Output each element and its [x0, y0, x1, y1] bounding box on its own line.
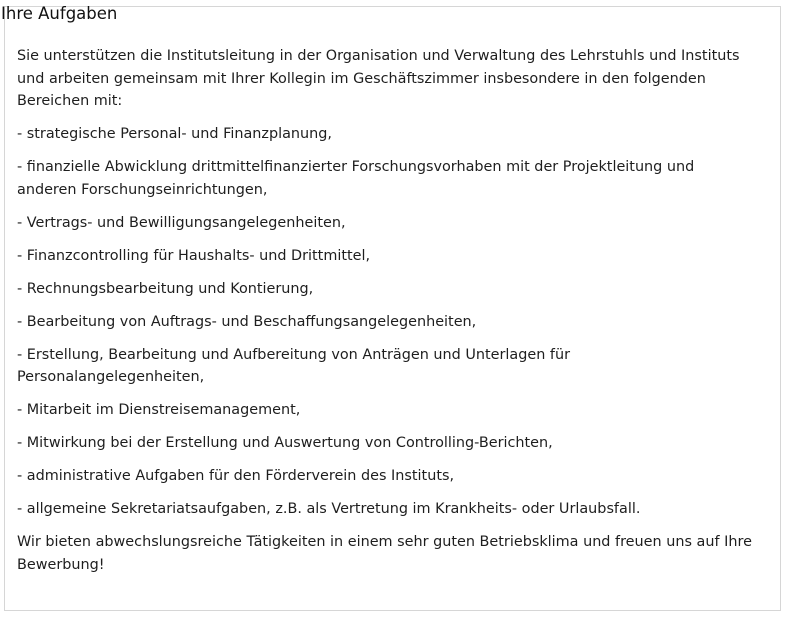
task-item: - Erstellung, Bearbeitung und Aufbereitung von Anträgen und Unterlagen für Personalangelegenheiten,	[17, 346, 571, 385]
task-item: - Bearbeitung von Auftrags- und Beschaffungsangelegenheiten,	[17, 313, 477, 330]
task-item: - Vertrags- und Bewilligungsangelegenheiten,	[17, 214, 346, 231]
intro-paragraph: Sie unterstützen die Institutsleitung in der Organisation und Verwaltung des Lehrstuhls und Instituts und arbeiten gemeinsam mit Ihrer Kollegin im Geschäftszimmer insbesondere in den folgenden Bereichen mit:	[17, 48, 740, 109]
task-item: - allgemeine Sekretariatsaufgaben, z.B. als Vertretung im Krankheits- oder Urlaubsfall.	[17, 501, 641, 517]
task-item: - Rechnungsbearbeitung und Kontierung,	[17, 280, 314, 297]
task-item: - Finanzcontrolling für Haushalts- und Drittmittel,	[17, 247, 371, 264]
task-item: - administrative Aufgaben für den Förderverein des Instituts,	[17, 468, 455, 484]
task-item: - Mitwirkung bei der Erstellung und Auswertung von Controlling-Berichten,	[17, 435, 553, 451]
section-heading: Ihre Aufgaben	[1, 4, 118, 23]
task-item: - strategische Personal- und Finanzplanung,	[17, 126, 332, 142]
closing-paragraph: Wir bieten abwechslungsreiche Tätigkeiten in einem sehr guten Betriebsklima und freuen uns auf Ihre Bewerbung!	[17, 534, 752, 573]
section-content	[17, 45, 757, 587]
task-item: - Mitarbeit im Dienstreisemanagement,	[17, 402, 301, 418]
task-item: - finanzielle Abwicklung drittmittelfinanzierter Forschungsvorhaben mit der Projektleitung und anderen Forschungseinrichtungen,	[17, 159, 695, 198]
